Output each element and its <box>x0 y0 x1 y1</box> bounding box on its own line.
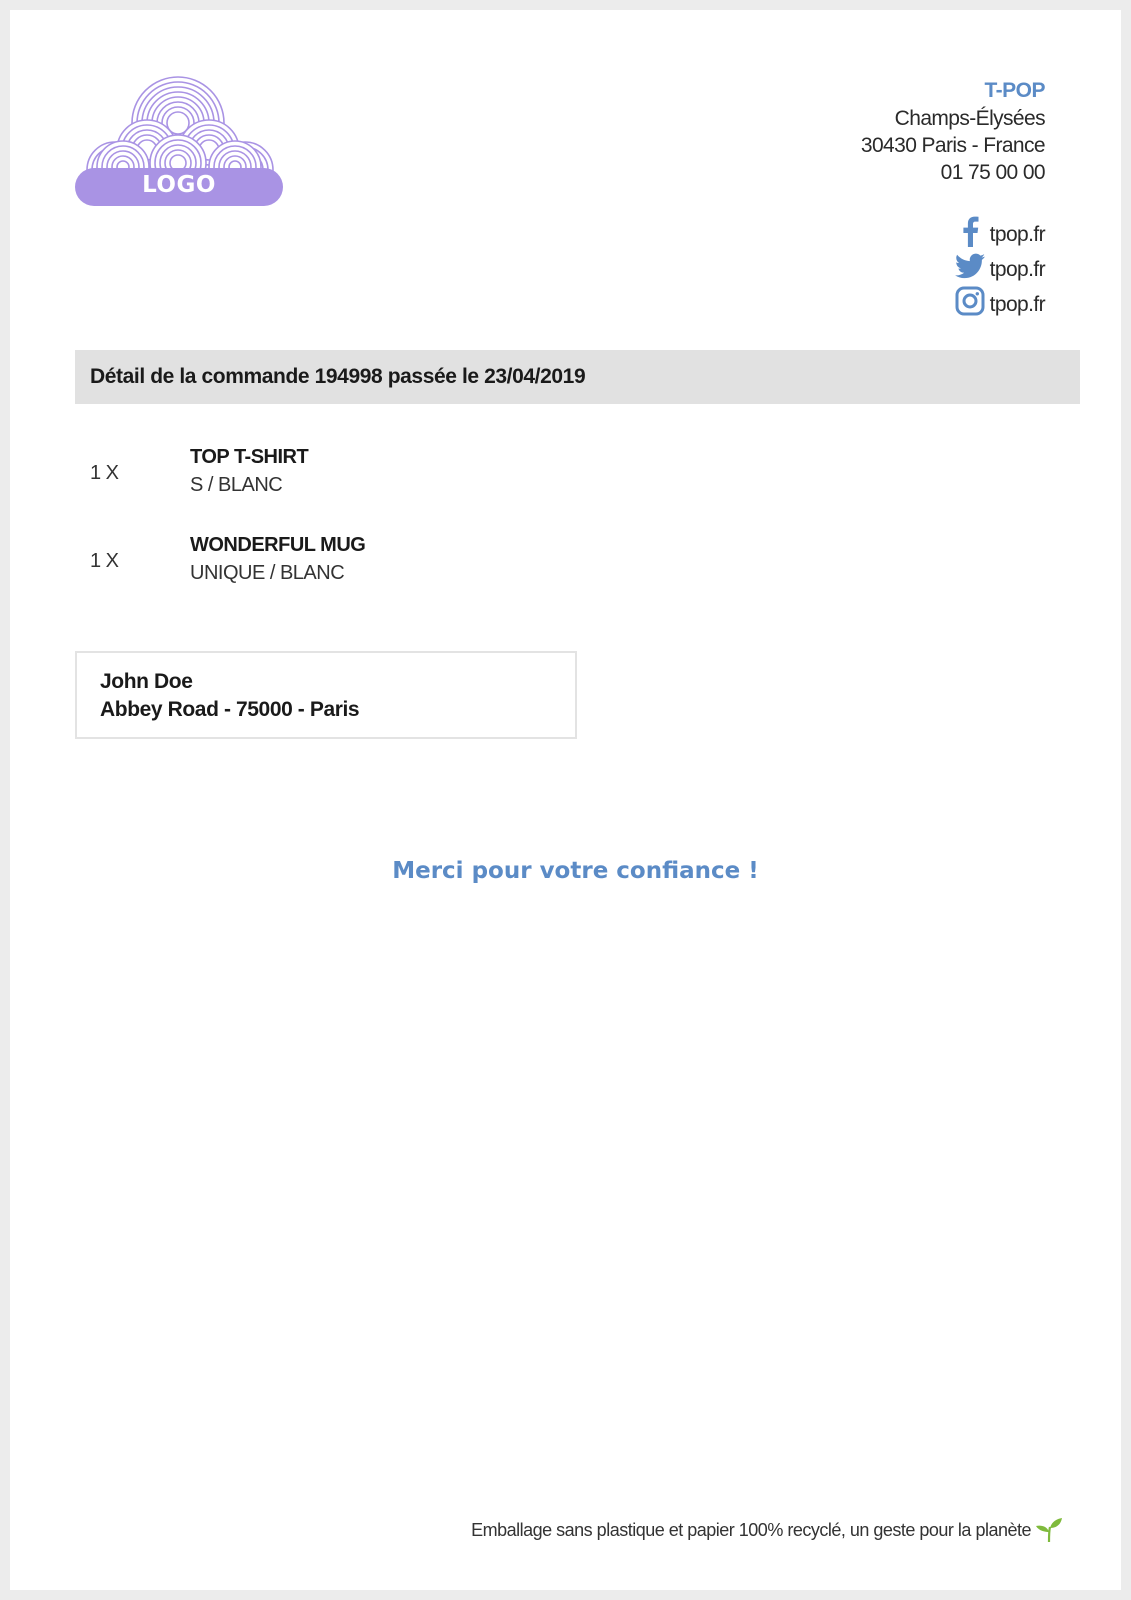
company-phone: 01 75 00 00 <box>940 161 1045 184</box>
order-header-bar <box>75 350 1080 404</box>
company-address-line2: 30430 Paris - France <box>860 134 1045 157</box>
footer-text: Emballage sans plastique et papier 100% recyclé, un geste pour la planète <box>471 1519 1031 1540</box>
twitter-icon <box>954 250 986 282</box>
item-quantity: 1 X <box>90 550 119 572</box>
logo-text: LOGO <box>142 172 216 198</box>
social-facebook-label[interactable]: tpop.fr <box>989 222 1045 246</box>
order-title: Détail de la commande 194998 passée le 23/04/2019 <box>90 365 586 388</box>
instagram-icon <box>954 285 986 317</box>
thank-you-message: Merci pour votre confiance ! <box>392 858 759 884</box>
social-links <box>865 213 1045 318</box>
item-quantity: 1 X <box>90 462 119 484</box>
shipping-address-box <box>75 651 577 739</box>
social-twitter[interactable] <box>865 248 1045 283</box>
recipient-name: John Doe <box>100 670 193 693</box>
item-variant: S / BLANC <box>190 474 283 496</box>
social-twitter-label[interactable]: tpop.fr <box>989 257 1045 281</box>
company-name: T-POP <box>984 79 1045 102</box>
company-address-line1: Champs-Élysées <box>894 107 1045 130</box>
social-instagram-label[interactable]: tpop.fr <box>989 292 1045 316</box>
company-logo <box>75 75 285 210</box>
social-facebook[interactable] <box>865 213 1045 248</box>
footer-note <box>471 1517 1063 1543</box>
facebook-icon <box>954 215 986 247</box>
sprout-icon <box>1035 1517 1063 1543</box>
order-items-list <box>75 442 775 618</box>
item-name: WONDERFUL MUG <box>190 534 366 556</box>
list-item <box>75 442 775 530</box>
list-item <box>75 530 775 618</box>
social-instagram[interactable] <box>865 283 1045 318</box>
item-variant: UNIQUE / BLANC <box>190 562 345 584</box>
item-name: TOP T-SHIRT <box>190 446 309 468</box>
company-info <box>861 77 1045 186</box>
recipient-street: Abbey Road - 75000 - Paris <box>100 698 360 721</box>
